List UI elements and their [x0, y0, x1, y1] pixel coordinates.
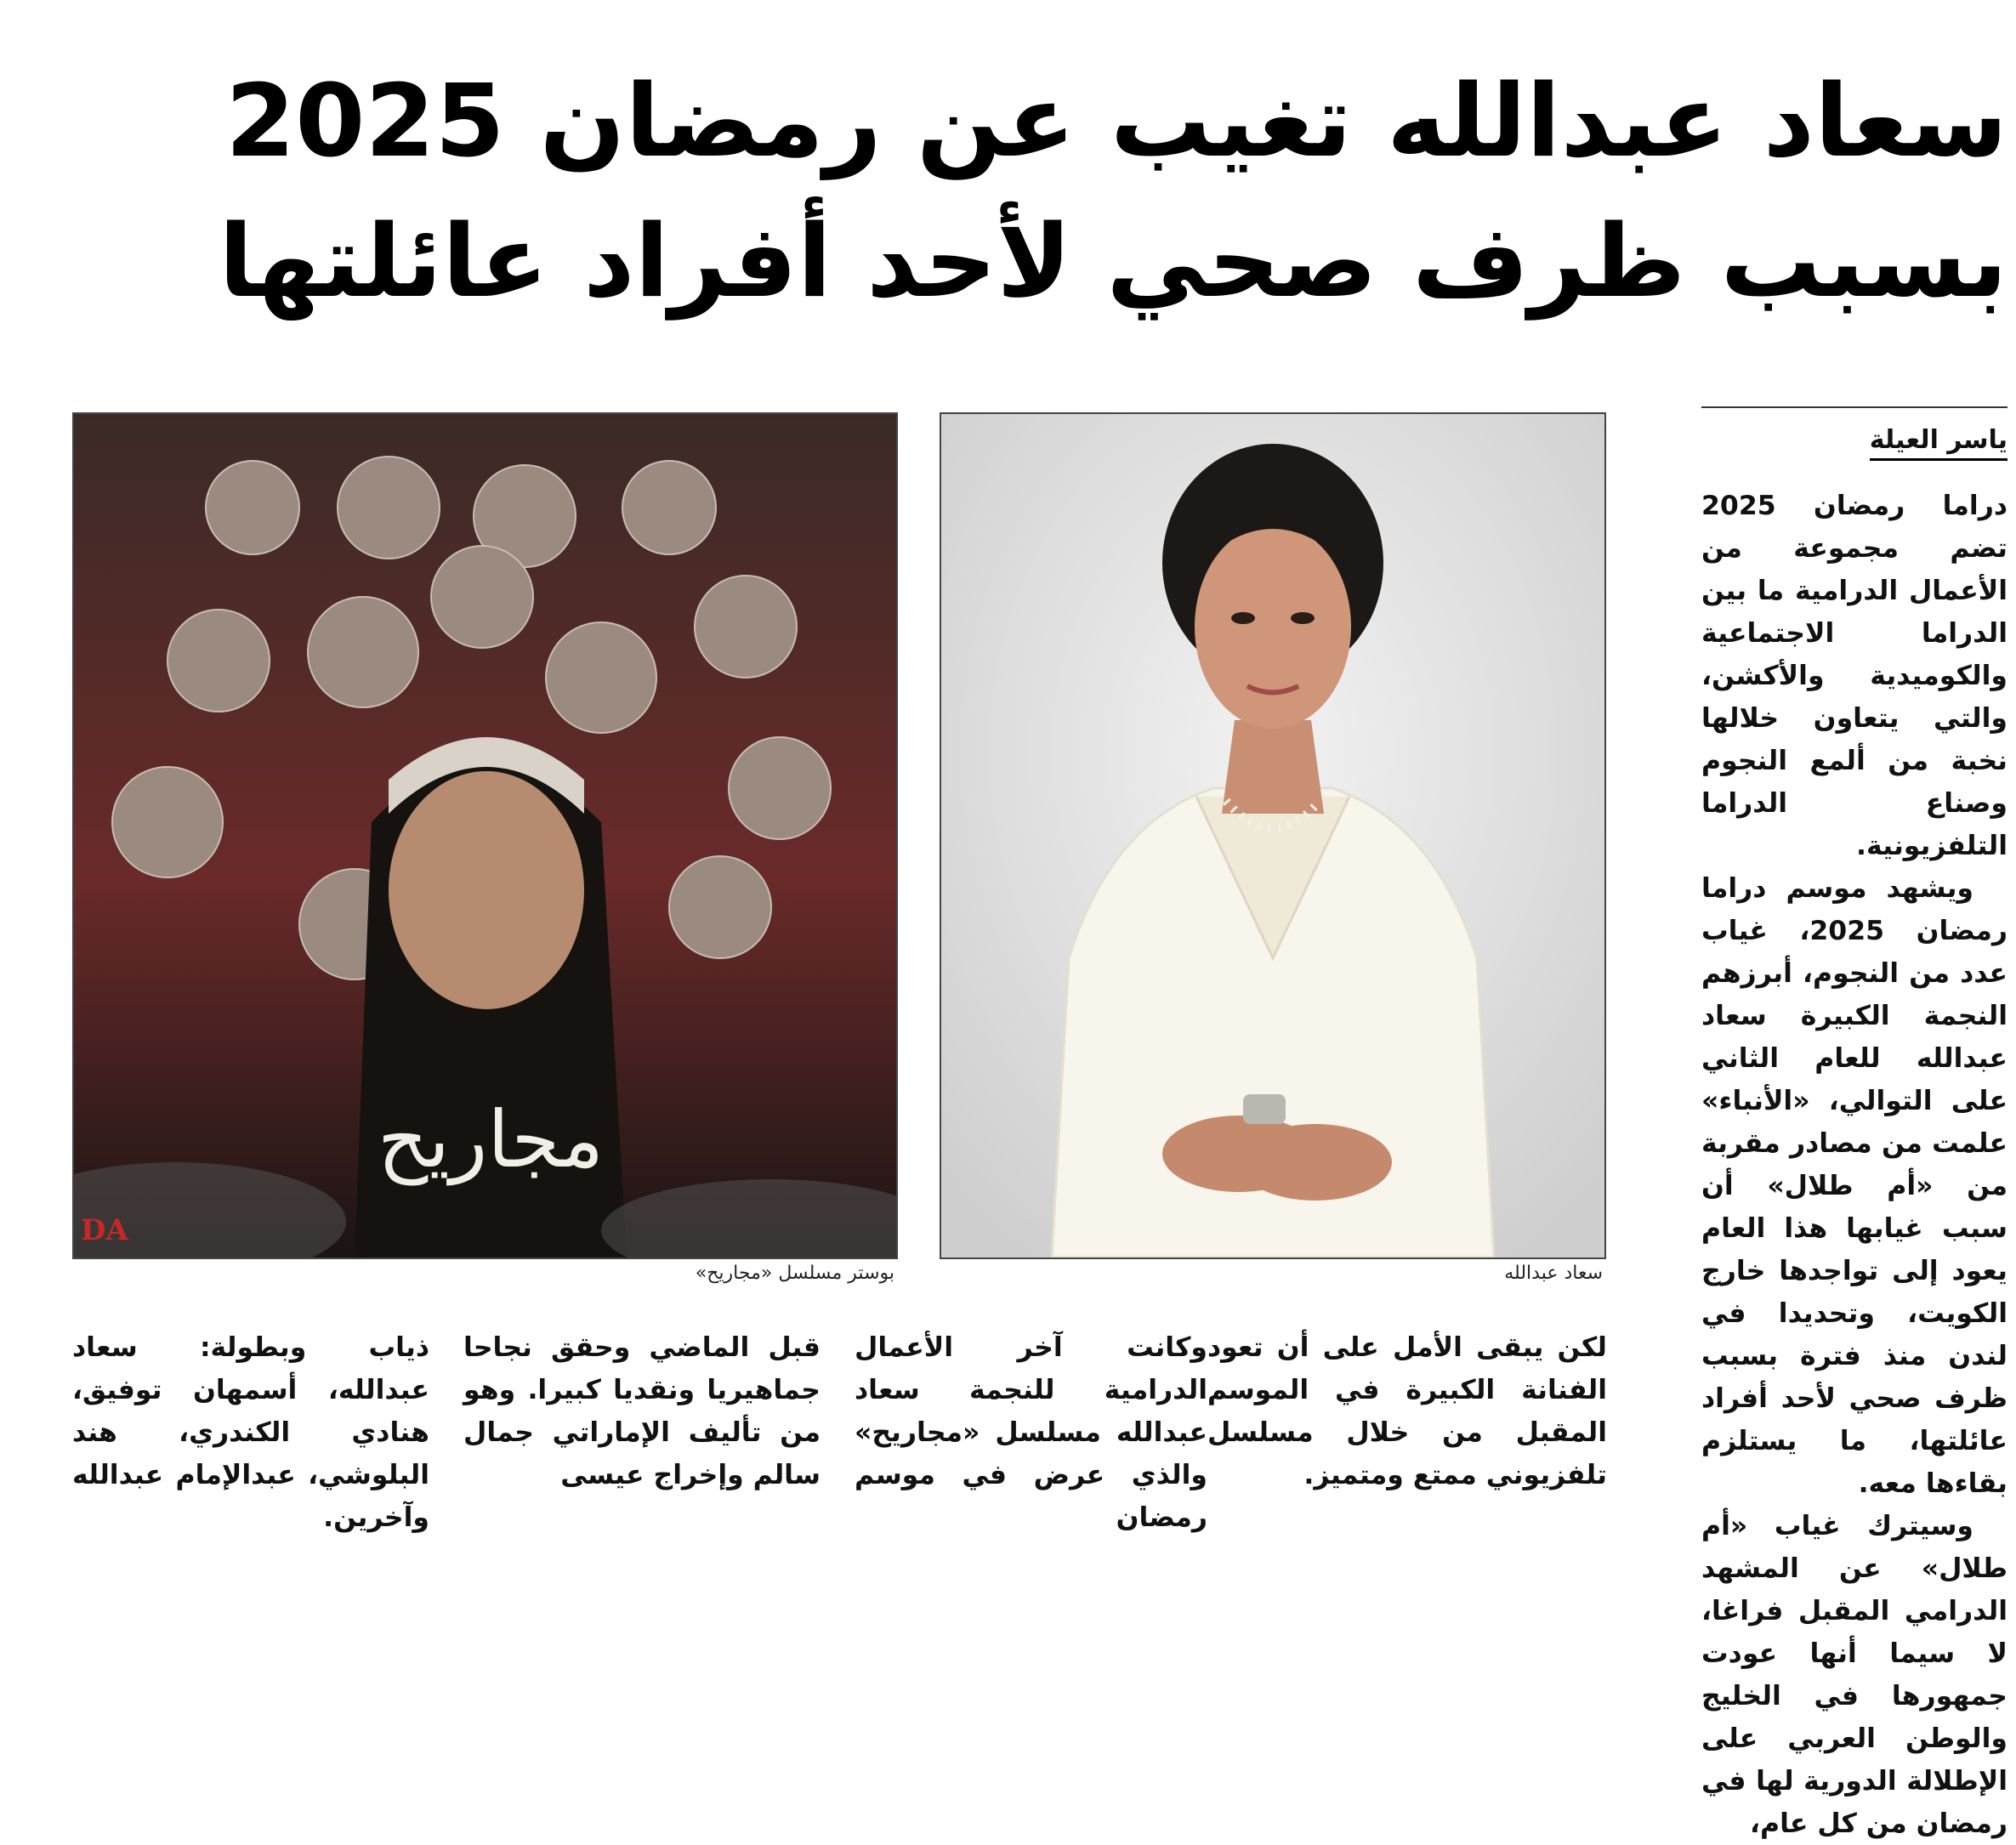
poster-caption: بوستر مسلسل «مجاريح»: [695, 1263, 894, 1284]
bottom-column-4: ذياب وبطولة: سعاد عبدالله، أسمهان توفيق، هنادي الكندري، هند البلوشي، عبدالإمام عبدالله وآخرين.: [72, 1332, 429, 1533]
bottom-column-2: وكانت آخر الأعمال الدرامية للنجمة سعاد عبدالله مسلسل «مجاريح» والذي عرض في موسم رمضان: [855, 1332, 1207, 1533]
poster-title: مجاريح: [377, 1094, 605, 1185]
byline: [1701, 406, 2007, 455]
portrait-caption: سعاد عبدالله: [1504, 1263, 1603, 1284]
headline: [9, 51, 2007, 332]
paragraph-1: دراما رمضان 2025 تضم مجموعة من الأعمال الدرامية ما بين الدراما الاجتماعية والكوميدية والأكشن، والتي يتعاون خلالها نخبة من ألمع النجوم وصناع الدراما التلفزيونية.: [1701, 491, 2007, 861]
poster-logo: DA: [81, 1213, 128, 1247]
portrait-photo: [940, 412, 1606, 1259]
bottom-column-1: لكن يبقى الأمل على أن تعود الفنانة الكبيرة في الموسم المقبل من خلال مسلسل تلفزيوني ممتع ومتميز.: [1207, 1332, 1607, 1490]
headline-line-1: سعاد عبدالله تغيب عن رمضان 2025: [225, 62, 2007, 179]
bottom-column-3: قبل الماضي وحقق نجاحا جماهيريا ونقديا كبيرا. وهو من تأليف الإماراتي جمال سالم وإخراج عيسى: [463, 1332, 821, 1490]
paragraph-2: ويشهد موسم دراما رمضان 2025، غياب عدد من النجوم، أبرزهم النجمة الكبيرة سعاد عبدالله للعام الثاني على التوالي، «الأنباء» علمت من مصادر مقربة من «أم طلال» أن سبب غيابها هذا العام يعود إلى تواجدها خارج الكويت، وتحديدا في لندن منذ فترة بسبب ظرف صحي لأحد أفراد عائلتها، ما يستلزم بقاءها معه.: [1701, 873, 2008, 1499]
paragraph-3: وسيترك غياب «أم طلال» عن المشهد الدرامي المقبل فراغا، لا سيما أنها عودت جمهورها في الخليج والوطن العربي على الإطلالة الدورية لها في رمضان من كل عام،: [1701, 1511, 2007, 1839]
portrait-illustration: [941, 414, 1604, 1257]
headline-line-2: بسبب ظرف صحي لأحد أفراد عائلتها: [219, 202, 2007, 320]
drama-poster: [72, 412, 898, 1259]
article-column-right: [1701, 485, 2007, 1845]
author-name: ياسر العيلة: [1870, 425, 2007, 461]
